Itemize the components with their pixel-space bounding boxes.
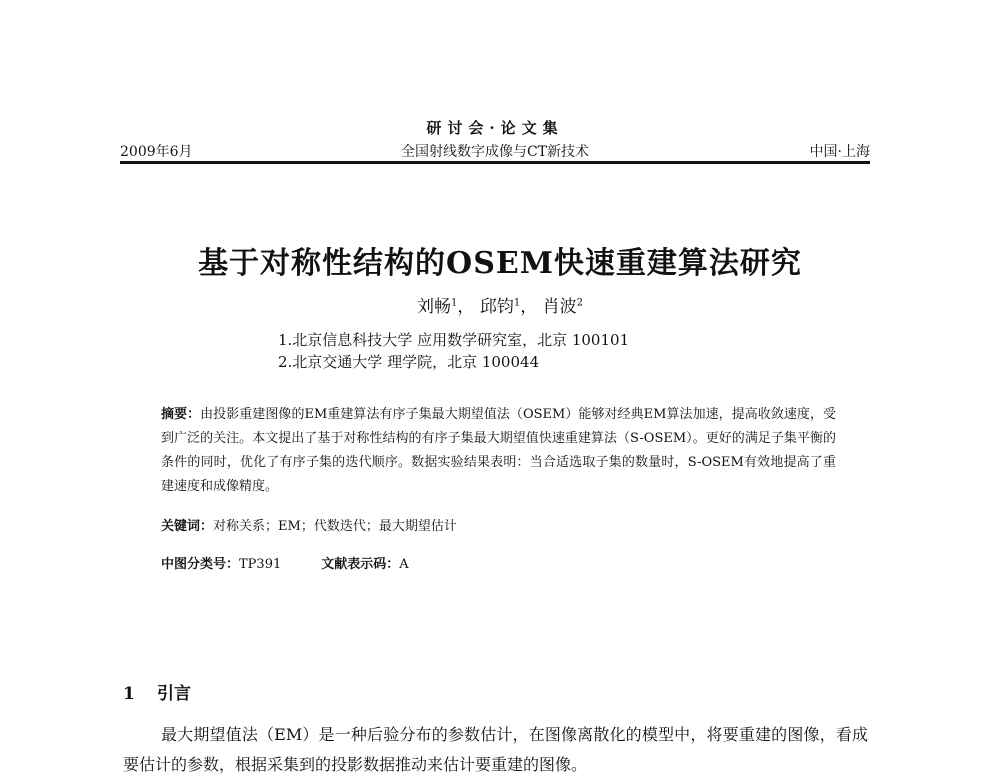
classification-line (161, 553, 409, 572)
running-header (120, 117, 870, 165)
keywords (161, 515, 457, 534)
keywords-label: 关键词： (161, 519, 214, 534)
paper-title: 基于对称性结构的OSEM快速重建算法研究 (198, 246, 802, 281)
doc-code-label: 文献表示码： (321, 557, 400, 572)
conference-name: 全国射线数字成像与CT新技术 (400, 144, 590, 160)
keywords-text: 对称关系；EM；代数迭代；最大期望估计 (213, 519, 457, 534)
body-paragraph: 最大期望值法（EM）是一种后验分布的参数估计，在图像离散化的模型中，将要重建的图像，看成要估计的参数，根据采集到的投影数据推动来估计要重建的图像。 (123, 725, 868, 774)
author-name: 刘畅 (417, 297, 452, 317)
author-affil-mark: 2 (576, 297, 583, 309)
conference-location: 中国·上海 (809, 144, 870, 160)
author-separator: ， (520, 297, 538, 317)
abstract-label: 摘要： (161, 407, 201, 422)
author-affil-mark: 1 (513, 297, 521, 309)
abstract (161, 403, 836, 499)
issue-date: 2009年6月 (120, 144, 193, 160)
section-number: 1 (123, 684, 135, 704)
section-title: 引言 (157, 684, 191, 704)
series-title: 研讨会·论文集 (426, 119, 564, 137)
header-rule (120, 161, 870, 164)
author-separator: ， (457, 297, 475, 317)
abstract-text: 由投影重建图像的EM重建算法有序子集最大期望值法（OSEM）能够对经典EM算法加速，提高收敛速度，受到广泛的关注。本文提出了基于对称性结构的有序子集最大期望值快速重建算法（S-OSEM）。更好的满足子集平衡的条件的同时，优化了有序子集的迭代顺序。数据实验结果表明：当合适选取子集的数量时，S-OSEM有效地提高了重建速度和成像精度。 (161, 407, 836, 494)
affiliations (278, 329, 629, 373)
clc-value: TP391 (239, 557, 282, 572)
affiliation-item: 1.北京信息科技大学 应用数学研究室，北京 100101 (278, 331, 630, 349)
author-name: 邱钧 (479, 297, 514, 317)
author-name: 肖波 (542, 297, 577, 317)
affiliation-item: 2.北京交通大学 理学院，北京 100044 (278, 353, 540, 371)
doc-code-value: A (399, 557, 409, 572)
section-heading (123, 679, 191, 704)
author-affil-mark: 1 (451, 297, 458, 309)
author-list (120, 292, 880, 317)
clc-label: 中图分类号： (161, 557, 240, 572)
